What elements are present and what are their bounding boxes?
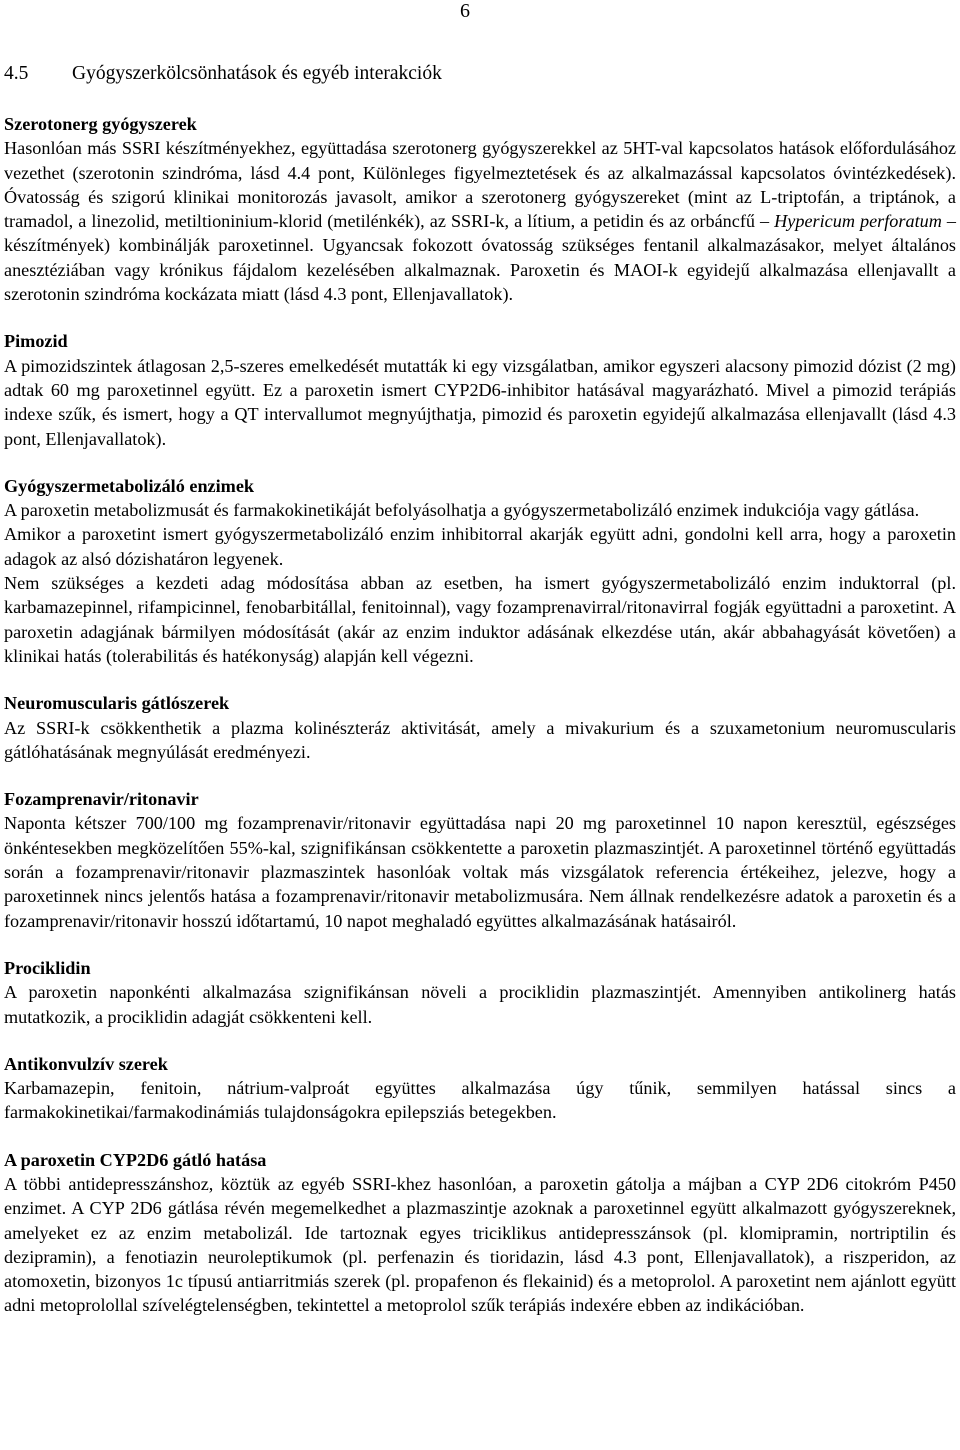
subsection-title: Prociklidin [4, 957, 91, 978]
paragraph [4, 1172, 956, 1318]
paragraph [4, 811, 956, 932]
subsection [4, 112, 956, 306]
paragraph-text: Karbamazepin, fenitoin, nátrium-valproát együttes alkalmazása úgy tűnik, semmilyen hatással sincs a farmakokinetikai/farmakodinámiás tulajdonságokra epilepsziás betegekben. [4, 1078, 956, 1123]
paragraph-text: A többi antidepresszánshoz, köztük az egyéb SSRI-khez hasonlóan, a paroxetin gátolja a májban a CYP 2D6 citokróm P450 enzimet. A CYP 2D6 gátlása révén megemelkedhet a plazmaszintje azoknak a paroxetinnel együtt alkalmazott gyógyszereknek, amelyeket ez az enzim metabolizál. Ide tartoznak egyes triciklikus antidepresszánsok (pl. klomipramin, nortriptilin és dezipramin), a fenotiazin neuroleptikumok (pl. perfenazin és tioridazin, lásd 4.3 pont, Ellenjavallatok), a riszperidon, az atomoxetin, bizonyos 1c típusú antiarritmiás szerek (pl. propafenon és flekainid) és a metoprolol. A paroxetint nem ajánlott együtt adni metoprolollal szívelégtelenségben, tekintettel a metoprolol szűk terápiás indexére ebben az indikációban. [4, 1173, 956, 1316]
subsection-title: Antikonvulzív szerek [4, 1053, 168, 1074]
paragraph-text: Hasonlóan más SSRI készítményekhez, együttadása szerotonerg gyógyszerekkel az 5HT-val kapcsolatos hatások előfordulásához vezethet (szerotonin szindróma, lásd 4.4 pont, Különleges figyelmeztetések és az alkalmazással kapcsolatos óvintézkedések). Óvatosság és szigorú klinikai monitorozás javasolt, amikor a szerotonerg gyógyszereket (mint az L-triptofán, a triptánok, a tramadol, a linezolid, metiltioninium-klorid (metilénkék), az SSRI-k, a lítium, a petidin és az orbáncfű – [4, 138, 956, 232]
paragraph [4, 571, 956, 668]
subsection-title: Neuromuscularis gátlószerek [4, 693, 230, 714]
subsection [4, 1148, 956, 1318]
paragraph [4, 1076, 956, 1125]
subsection [4, 956, 956, 1029]
subsection [4, 1052, 956, 1125]
paragraph [4, 522, 956, 571]
paragraph-text: A pimozidszintek átlagosan 2,5-szeres emelkedését mutatták ki egy vizsgálatban, amikor egyszeri alacsony pimozid dózist (2 mg) adtak 60 mg paroxetinnel együtt. Ez a paroxetin ismert CYP2D6-inhibitor hatásával magyarázható. Mivel a pimozid terápiás indexe szűk, és ismert, hogy a QT intervallumot megnyújthatja, pimozid és paroxetin egyidejű alkalmazása ellenjavallt (lásd 4.3 pont, Ellenjavallatok). [4, 355, 956, 449]
subsection-title: Gyógyszermetabolizáló enzimek [4, 475, 255, 496]
paragraph [4, 716, 956, 765]
paragraph-text: Az SSRI-k csökkenthetik a plazma kolinészteráz aktivitását, amely a mivakurium és a szuxametonium neuromuscularis gátlóhatásának megnyúlását eredményezi. [4, 717, 956, 762]
paragraph [4, 980, 956, 1029]
subsection-title: Fozamprenavir/ritonavir [4, 789, 199, 810]
paragraph [4, 136, 956, 306]
subsection [4, 787, 956, 933]
document-body [4, 112, 956, 1341]
paragraph-text: Nem szükséges a kezdeti adag módosítása abban az esetben, ha ismert gyógyszermetabolizáló enzim induktorral (pl. karbamazepinnel, rifampicinnel, fenobarbitállal, fenitoinnal), vagy fozamprenavirral/ritonavirral fogják együttadni a paroxetint. A paroxetin adagjának bármilyen módosítását (akár az enzim induktor adásának elkezdése után, akár abbahagyását követően) a klinikai hatás (tolerabilitás és hatékonyság) alapján kell végezni. [4, 573, 956, 666]
paragraph [4, 498, 956, 522]
paragraph-text: Naponta kétszer 700/100 mg fozamprenavir/ritonavir együttadása napi 20 mg paroxetinnel 10 napon keresztül, egészséges önkéntesekben megközelítően 55%-kal, szignifikánsan csökkentette a paroxetin plazmaszintjét. A paroxetinnel történő együttadás során a fozamprenavir/ritonavir plazmaszintek hasonlóak voltak más vizsgálatok referencia értékeihez, jelezve, hogy a paroxetinnek nincs jelentős hatása a fozamprenavir/ritonavir metabolizmusára. Nem állnak rendelkezésre adatok a paroxetin és a fozamprenavir/ritonavir hosszú időtartamú, 10 napot meghaladó együttes alkalmazásának hatásairól. [4, 813, 956, 931]
paragraph-text: – készítmények) kombinálják paroxetinnel. Ugyancsak fokozott óvatosság szükséges fentanil alkalmazásakor, melyet általános anesztéziában vagy krónikus fájdalom kezelésében alkalmaznak. Paroxetin és MAOI-k egyidejű alkalmazása ellenjavallt a szerotonin szindróma kockázata miatt (lásd 4.3 pont, Ellenjavallatok). [4, 211, 956, 305]
section-title: Gyógyszerkölcsönhatások és egyéb interakciók [72, 63, 442, 84]
section-number: 4.5 [4, 63, 29, 84]
subsection-title: A paroxetin CYP2D6 gátló hatása [4, 1149, 267, 1170]
subsection [4, 474, 956, 668]
paragraph [4, 354, 956, 451]
paragraph-text: Amikor a paroxetint ismert gyógyszermetabolizáló enzim inhibitorral akarják együtt adni, gondolni kell arra, hogy a paroxetin adagok az alsó dózishatáron legyenek. [4, 524, 956, 569]
latin-plant-name: Hypericum perforatum [774, 211, 942, 232]
section-heading [4, 62, 442, 86]
paragraph-text: A paroxetin metabolizmusát és farmakokinetikáját befolyásolhatja a gyógyszermetabolizáló enzimek indukciója vagy gátlása. [4, 500, 920, 521]
subsection [4, 691, 956, 764]
page-number: 6 [460, 0, 470, 22]
subsection-title: Szerotonerg gyógyszerek [4, 114, 197, 134]
paragraph-text: A paroxetin naponkénti alkalmazása szignifikánsan növeli a prociklidin plazmaszintjét. Amennyiben antikolinerg hatás mutatkozik, a prociklidin adagját csökkenteni kell. [4, 982, 956, 1027]
subsection-title: Pimozid [4, 331, 68, 352]
subsection [4, 329, 956, 450]
